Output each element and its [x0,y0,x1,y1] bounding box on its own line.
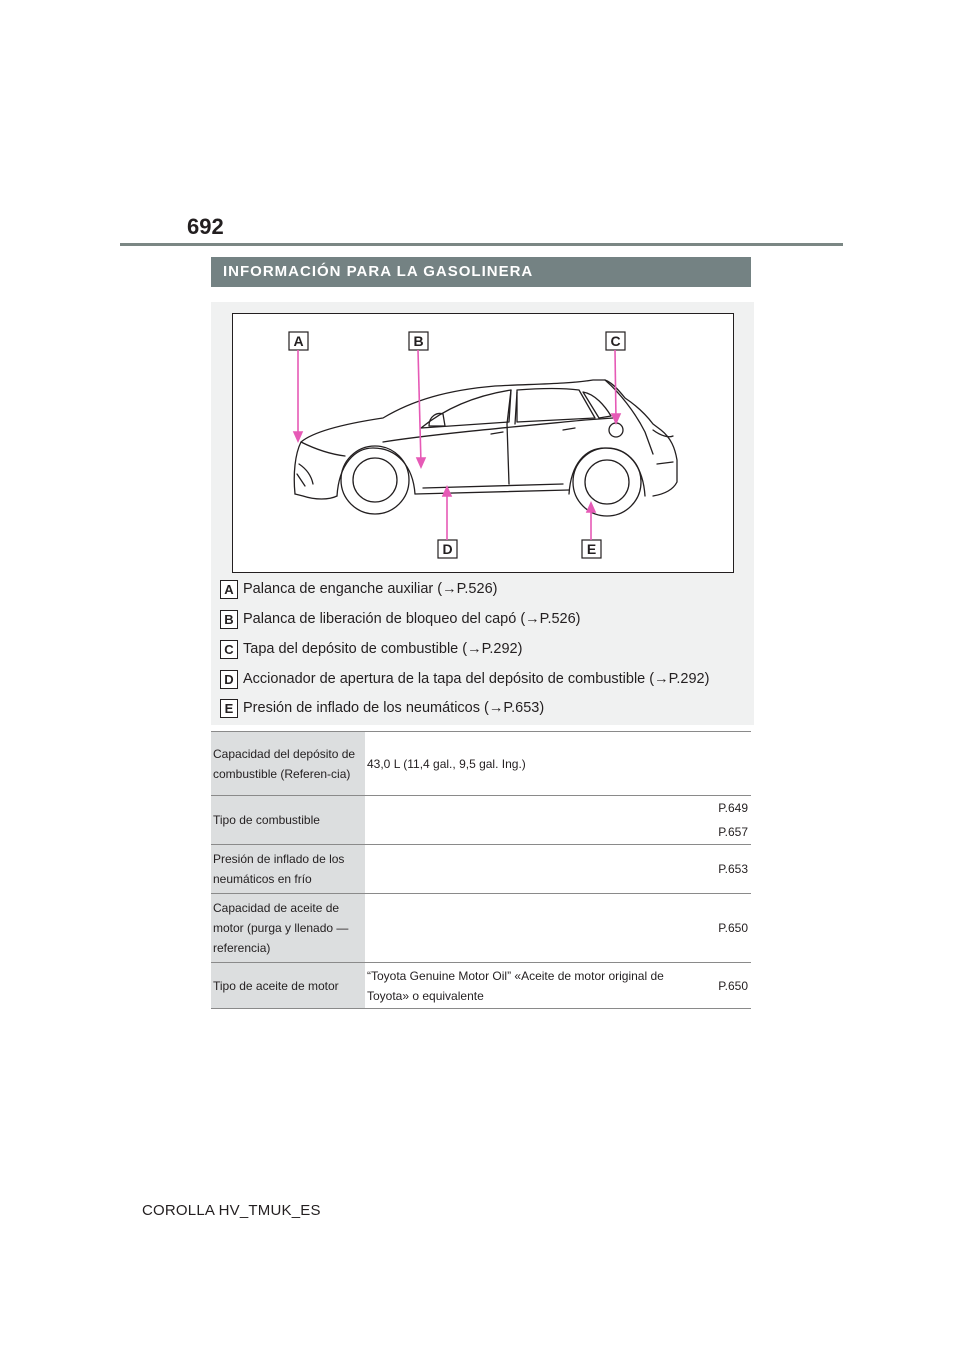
legend-item-c [220,639,522,659]
car-diagram [232,313,734,573]
header-rule [120,243,843,246]
row-label: Capacidad de aceite de motor (purga y llenado — referencia) [211,894,365,963]
row-label: Capacidad del depósito de combustible (Referen-cia) [211,732,365,796]
callout-c: C [610,333,621,349]
row-label: Tipo de combustible [211,796,365,845]
legend-key-d: D [220,670,238,689]
legend-key-b: B [220,610,238,629]
row-ref [668,796,751,845]
callout-d: D [442,541,453,557]
legend-text-b: Palanca de liberación de bloqueo del capó (→P.526) [243,611,581,628]
table-row [211,845,751,894]
row-label: Tipo de aceite de motor [211,963,365,1009]
table-row [211,963,751,1009]
callout-b: B [413,333,424,349]
car-illustration [233,314,733,572]
table-row [211,796,751,845]
legend-item-b [220,609,581,629]
page-ref: P.650 [718,978,748,993]
legend-text-e: Presión de inflado de los neumáticos (→P.653) [243,700,545,717]
legend-text-a: Palanca de enganche auxiliar (→P.526) [243,581,498,598]
row-value: 43,0 L (11,4 gal., 9,5 gal. Ing.) [365,732,751,796]
row-label: Presión de inflado de los neumáticos en frío [211,845,365,894]
legend-key-c: C [220,640,238,659]
page-ref: P.649 [718,801,748,815]
page-ref: P.653 [718,862,748,876]
legend-text-d: Accionador de apertura de la tapa del depósito de combustible (→P.292) [243,671,710,688]
section-title: INFORMACIÓN PARA LA GASOLINERA [211,257,751,287]
footer-model-code: COROLLA HV_TMUK_ES [142,1202,321,1219]
row-value [365,796,668,845]
legend-item-a [220,579,497,599]
row-value: “Toyota Genuine Motor Oil” «Aceite de motor original de Toyota» o equivalente [365,963,668,1009]
page-ref: P.650 [718,921,748,935]
legend-key-a: A [220,580,238,599]
table-row [211,894,751,963]
page-ref: P.657 [718,825,748,839]
row-ref [668,845,751,894]
page-number: 692 [187,214,224,239]
legend-text-c: Tapa del depósito de combustible (→P.292) [243,641,523,658]
row-ref [668,894,751,963]
row-value [365,845,668,894]
callout-e: E [586,541,597,557]
legend-key-e: E [220,699,238,718]
fuel-spec-table [211,731,751,1009]
legend-item-d [220,669,709,689]
legend-item-e [220,698,544,718]
row-value [365,894,668,963]
row-ref [668,963,751,1009]
table-row [211,732,751,796]
callout-a: A [293,333,304,349]
